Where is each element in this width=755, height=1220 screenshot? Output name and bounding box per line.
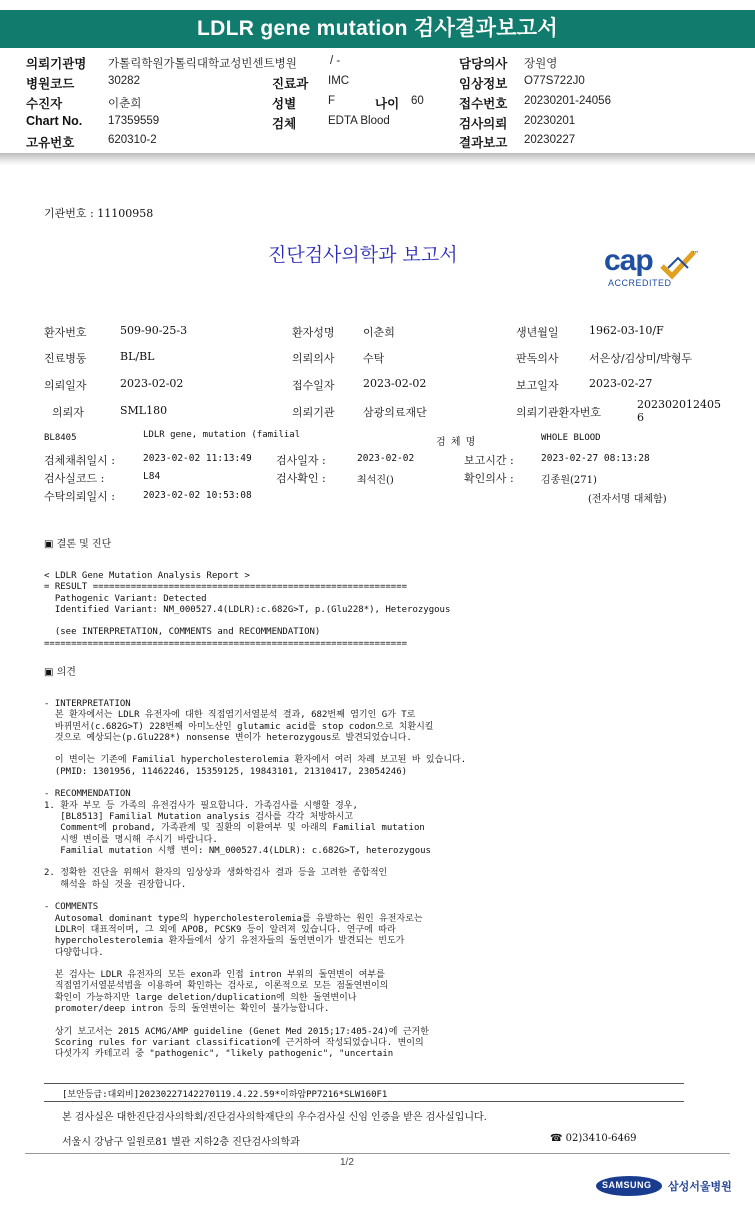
pi-label-req-date: 의뢰일자: [44, 379, 87, 392]
value-examinee: 이춘희: [108, 98, 142, 110]
cap-tm: ™: [692, 250, 699, 258]
label-test-request: 검사의뢰: [459, 117, 508, 131]
footer-rule: [25, 1153, 730, 1154]
certification-note: 본 검사실은 대한진단검사의학회/진단검사의학재단의 우수검사실 신임 인증을 받은 검사실입니다.: [62, 1112, 487, 1123]
samsung-word: SAMSUNG: [602, 1180, 652, 1190]
opinion-block: - INTERPRETATION 본 환자에서는 LDLR 유전자에 대한 직접염기서열분석 결과, 682번째 염기인 G가 T로 바뀌면서(c.682G>T) 228번째 아미노산인 glutamic acid를 stop codon으로 치환시킬 것으로 예상되는(p.Glu228*) nonsense 변이가 heterozygous로 발견되었습니다. 이 변이는 기존에 Familial hypercholesterolemia 환자에서 여러 차례 보고된 바 있습니다. (PMID: 1301956, 11462246, 15359125, 19843101, 21310417, 23054246) - RECOMMENDATION 1. 환자 부모 등 가족의 유전검사가 필요합니다. 가족검사를 시행할 경우, [BL8513] Familial Mutation analysis 검사를 각각 처방하시고 Comment에 proband, 가족관계 및 질환의 이환여부 및 아래의 Familial mutation 시행 변이를 명시해 주시기 바랍니다. Familial mutation 시행 변이: NM_000527.4(LDLR): c.682G>T, heterozygous 2. 정확한 진단을 위해서 환자의 임상상과 생화학검사 결과 등을 고려한 종합적인 해석을 하실 것을 권장합니다. - COMMENTS Autosomal dominant type의 hypercholesterolemia를 유발하는 원인 유전자로는 LDLR이 대표적이며, 그 외에 APOB, PCSK9 등이 알려져 있습니다. 연구에 따라 hypercholesterolemia 환자들에서 상기 유전자들의 돌연변이가 발견되는 빈도가 다양합니다. 본 검사는 LDLR 유전자의 모든 exon과 인접 intron 부위의 돌연변이 여부를 직접염기서열분석법을 이용하여 확인하는 검사로, 이론적으로 모든 점돌연변이의 확인이 가능하지만 large deletion/duplication에 의한 돌연변이나 promoter/deep intron 등의 돌연변이는 확인이 불가능합니다. 상기 보고서는 2015 ACMG/AMP guideline (Genet Med 2015;17:405-24)에 근거한 Scoring rules for variant classification에 근거하여 작성되었습니다. 변이의 다섯가지 카테고리 중 "pathogenic", "likely pathogenic", "uncertain: [44, 699, 467, 1060]
cap-logo-word: cap: [604, 244, 653, 277]
department-report-title: 진단검사의학과 보고서: [268, 244, 458, 266]
value-age: 60: [411, 95, 424, 107]
confirm-doctor: 김종원(271): [541, 475, 597, 486]
header-divider: [0, 153, 755, 165]
security-top-rule: [44, 1083, 684, 1084]
pi-label-report-date: 보고일자: [516, 379, 559, 392]
test-name: LDLR gene, mutation (familial: [143, 430, 301, 440]
report-time-label: 보고시간 :: [464, 454, 514, 467]
pi-label-patient-name: 환자성명: [292, 326, 335, 339]
pi-dob: 1962-03-10/F: [589, 324, 664, 337]
cap-accredited-text: ACCREDITED: [608, 278, 672, 288]
pi-report-date: 2023-02-27: [589, 377, 653, 390]
pi-label-patient-no: 환자번호: [44, 326, 87, 339]
label-attending: 담당의사: [459, 57, 508, 71]
samsung-hospital-logo: [596, 1174, 736, 1196]
request-datetime-label: 수탁의뢰일시 :: [44, 490, 115, 503]
report-title: LDLR gene mutation 검사결과보고서: [0, 10, 755, 48]
e-signature-note: (전자서명 대체함): [588, 494, 667, 505]
test-code: BL8405: [44, 433, 77, 443]
report-time: 2023-02-27 08:13:28: [541, 453, 650, 464]
value-result-report: 20230227: [524, 134, 576, 146]
pi-label-requester: 의뢰자: [52, 406, 84, 419]
value-attending: 장원영: [524, 58, 558, 70]
label-sex: 성별: [272, 97, 297, 111]
test-date-label: 검사일자 :: [276, 454, 326, 467]
value-sex: F: [328, 95, 336, 107]
value-clinic: IMC: [328, 75, 350, 87]
lab-code-label: 검사실코드 :: [44, 472, 105, 485]
pi-label-ward: 진료병동: [44, 352, 87, 365]
result-block: < LDLR Gene Mutation Analysis Report > = RESULT ========================================================== Pathogenic Variant: Detected Identified Variant: NM_000527.4(LDLR):c.682G>T, p.(Glu228*), Heterozygous (see INTERPRETATION, COMMENTS and RECOMMENDATION) ===================================================================: [44, 571, 451, 649]
label-receipt-no: 접수번호: [459, 97, 508, 111]
pi-label-reading-doctor: 판독의사: [516, 352, 559, 365]
test-check-label: 검사확인 :: [276, 472, 326, 485]
pi-label-req-institution: 의뢰기관: [292, 406, 335, 419]
section-conclusion: ▣ 결론 및 진단: [44, 539, 112, 550]
specimen-label: 검 체 명: [436, 437, 477, 448]
pi-requester: SML180: [120, 404, 168, 417]
label-age: 나이: [375, 97, 400, 111]
label-chart-no: Chart No.: [26, 114, 83, 128]
lab-phone: ☎ 02)3410-6469: [550, 1133, 637, 1144]
pi-reading-doctor: 서은상/김상미/박형두: [589, 352, 693, 365]
specimen-name: WHOLE BLOOD: [541, 433, 601, 443]
label-result-report: 결과보고: [459, 136, 508, 150]
label-unique-id: 고유번호: [26, 136, 75, 150]
label-clinical-info: 임상정보: [459, 77, 508, 91]
pi-req-institution: 삼광의료재단: [363, 406, 427, 419]
value-clinical-info: O77S722J0: [524, 75, 585, 87]
pi-label-req-doctor: 의뢰의사: [292, 352, 335, 365]
value-unique-id: 620310-2: [108, 134, 157, 146]
test-date: 2023-02-02: [357, 453, 415, 464]
confirm-doctor-label: 확인의사 :: [464, 472, 514, 485]
lab-address: 서울시 강남구 일원로81 별관 지하2층 진단검사의학과: [62, 1137, 300, 1148]
pi-label-receipt-date: 접수일자: [292, 379, 335, 392]
pi-label-req-inst-patient-no: 의뢰기관환자번호: [516, 406, 602, 419]
pi-patient-no: 509-90-25-3: [120, 324, 188, 337]
pi-ward: BL/BL: [120, 350, 155, 363]
pi-req-doctor: 수탁: [363, 352, 385, 365]
hospital-name: 삼성서울병원: [668, 1180, 732, 1193]
value-receipt-no: 20230201-24056: [524, 95, 611, 107]
collect-label: 검체채취일시 :: [44, 454, 115, 467]
page-number: 1/2: [340, 1157, 354, 1168]
pi-patient-name: 이춘희: [363, 326, 395, 339]
pi-req-inst-patient-no: 2023020124056: [637, 398, 721, 424]
label-clinic: 진료과: [272, 77, 309, 91]
value-chart-no: 17359559: [108, 115, 160, 127]
value-specimen: EDTA Blood: [328, 115, 390, 127]
security-bottom-rule: [44, 1101, 684, 1102]
pi-receipt-date: 2023-02-02: [363, 377, 427, 390]
value-test-request: 20230201: [524, 115, 576, 127]
cap-accredited-logo: [600, 244, 705, 294]
pi-req-date: 2023-02-02: [120, 377, 184, 390]
value-dept-slash: / -: [330, 55, 341, 67]
lab-code: L84: [143, 471, 161, 482]
report-header: [0, 52, 755, 152]
label-examinee: 수진자: [26, 97, 63, 111]
security-line: [보안등급:대외비]20230227142270119.4.22.59*이하암PP7216*SLW160F1: [62, 1090, 388, 1100]
test-check: 최석진(): [357, 475, 394, 486]
request-datetime: 2023-02-02 10:53:08: [143, 490, 252, 501]
institution-number: 기관번호 : 11100958: [44, 207, 154, 220]
value-hospital-code: 30282: [108, 75, 140, 87]
label-specimen: 검체: [272, 117, 297, 131]
pi-label-dob: 생년월일: [516, 326, 559, 339]
collect-datetime: 2023-02-02 11:13:49: [143, 453, 252, 464]
section-opinion: ▣ 의견: [44, 667, 76, 678]
label-hospital-code: 병원코드: [26, 77, 75, 91]
label-requesting-institution: 의뢰기관명: [26, 57, 87, 71]
value-requesting-institution: 가톨릭학원가톨릭대학교성빈센트병원: [108, 58, 297, 70]
